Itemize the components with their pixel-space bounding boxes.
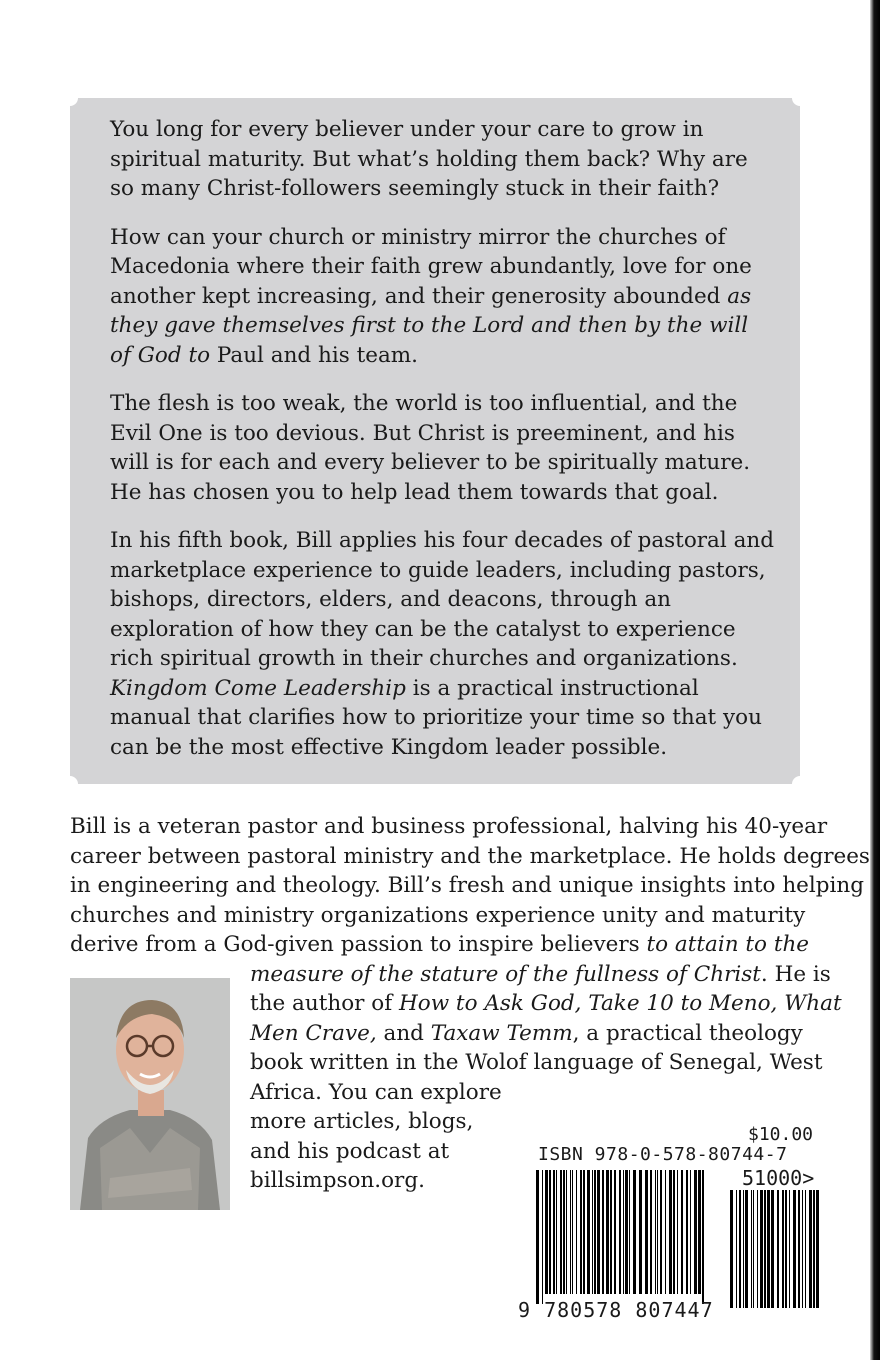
blurb-paragraph-1: You long for every believer under your care to grow in spiritual maturity. But what’s holding them back? Why are so many Christ-followers seemingly stuck in their faith? (110, 117, 748, 201)
barcode-bar (736, 1190, 737, 1308)
barcode-bar (639, 1170, 642, 1294)
blurb-paragraph-2: How can your church or ministry mirror the churches of Macedonia where their faith grew abundantly, love for one another kept increasing, and their generosity abounded as they gave themselves first to the Lord and then by the will of God to Paul and his team. (110, 224, 752, 368)
barcode-bar (665, 1170, 666, 1294)
barcode-bar (777, 1190, 779, 1308)
barcode-bar (702, 1170, 704, 1304)
barcode-bar (771, 1190, 774, 1308)
barcode-bar (730, 1190, 733, 1308)
barcode-bar (802, 1190, 803, 1308)
barcode-bar (805, 1190, 806, 1308)
barcode-bar (576, 1170, 577, 1294)
barcode-bar (572, 1170, 573, 1294)
barcode-digits: 9 780578 807447 (518, 1298, 714, 1322)
barcode-bar (592, 1170, 593, 1294)
barcode-bar (694, 1170, 697, 1294)
barcode-bar (785, 1190, 787, 1308)
barcode-bar (606, 1170, 609, 1294)
barcode-bar (614, 1170, 616, 1294)
blurb-paragraph-3: The flesh is too weak, the world is too influential, and the Evil One is too devious. But Christ is preeminent, and his will is for each and every believer to be spiritually mature. He has chosen you to help lead them towards that goal. (110, 391, 751, 505)
barcode-bar (789, 1190, 790, 1308)
barcode-bar (536, 1170, 539, 1304)
panel-corner-notch (792, 90, 808, 106)
barcode-bar (757, 1190, 758, 1308)
barcode-bar (739, 1190, 741, 1308)
blurb-text (110, 115, 775, 781)
barcode-bar (753, 1190, 754, 1308)
barcode-bar (650, 1170, 652, 1294)
author-website: billsimpson.org. (250, 1168, 425, 1193)
barcode-bar (587, 1170, 590, 1294)
barcode-bar (798, 1190, 800, 1308)
barcode-bar (633, 1170, 636, 1294)
barcode-bar (645, 1170, 648, 1294)
barcode-bar (570, 1170, 571, 1294)
barcode-bar (677, 1170, 678, 1294)
barcode-bar (686, 1170, 688, 1294)
barcode-bar (597, 1170, 600, 1294)
barcode-bar (560, 1170, 562, 1294)
barcode-bar (816, 1190, 819, 1308)
barcode-bar (583, 1170, 585, 1294)
barcode-bar (580, 1170, 582, 1294)
barcode-bar (660, 1170, 662, 1294)
blurb-panel (70, 98, 800, 784)
barcode-bar (681, 1170, 683, 1294)
barcode-bar (594, 1170, 596, 1294)
barcode-bar (809, 1190, 812, 1308)
barcode-bar (623, 1170, 624, 1294)
barcode-bar (629, 1170, 630, 1294)
barcode-bar (655, 1170, 656, 1294)
barcode-bar (793, 1190, 796, 1308)
barcode-bar (542, 1170, 543, 1304)
barcode-bar (610, 1170, 612, 1294)
barcode-bar (545, 1170, 548, 1294)
panel-corner-notch (792, 776, 808, 792)
barcode-bar (767, 1190, 770, 1308)
barcode-bar (764, 1190, 766, 1308)
barcode-bar (813, 1190, 815, 1308)
barcode-bar (745, 1190, 748, 1308)
panel-corner-notch (62, 776, 78, 792)
isbn-text: ISBN 978-0-578-80744-7 (538, 1144, 788, 1165)
barcode-bar (743, 1190, 744, 1308)
author-photo (70, 978, 230, 1210)
barcode-bar (549, 1170, 551, 1294)
barcode-bar (625, 1170, 628, 1294)
author-portrait-illustration (70, 978, 230, 1210)
panel-corner-notch (62, 90, 78, 106)
barcode-bar (698, 1170, 701, 1294)
addon-bars (730, 1190, 819, 1308)
spine-edge (870, 0, 880, 1360)
barcode-bar (602, 1170, 604, 1294)
blurb-paragraph-4: In his fifth book, Bill applies his four decades of pastoral and marketplace experience to guide leaders, including pastors, bishops, directors, elders, and deacons, through an exploration of how they can be the catalyst to experience rich spiritual growth in their churches and organizations. Kingdom Come Leadership is a practical instructional manual that clarifies how to prioritize your time so that you can be the most effective Kingdom leader possible. (110, 528, 775, 760)
barcode-bar (619, 1170, 621, 1294)
price-addon-code: 51000> (742, 1166, 815, 1190)
barcode-bar (566, 1170, 567, 1294)
barcode-bar (669, 1170, 672, 1294)
barcode-bar (751, 1190, 752, 1308)
author-bio: Bill is a veteran pastor and business professional, halving his 40-year career between pastoral ministry and the marketplace. He holds degrees in engineering and theology. Bill’s fresh and unique insights into helping churches and ministry organizations experience unity and maturity derive from a God-given passion to inspire believers to attain to the measure of the stature of the fullness of Christ. He is the author of How to Ask God, Take 10 to Meno, What Men Crave, and Taxaw Temm, a practical theology book written in the Wolof language of Senegal, West Africa. You can explore more articles, blogs, and his podcast at billsimpson.org. (70, 812, 830, 1196)
barcode-bar (563, 1170, 565, 1294)
barcode-bar (553, 1170, 555, 1294)
barcode-bar (556, 1170, 557, 1294)
barcode-bar (673, 1170, 675, 1294)
barcode-bar (760, 1190, 763, 1308)
barcode-bar (657, 1170, 658, 1294)
barcode-bar (782, 1190, 784, 1308)
ean13-bars (536, 1170, 704, 1304)
price: $10.00 (748, 1124, 814, 1145)
barcode-bar (690, 1170, 691, 1294)
